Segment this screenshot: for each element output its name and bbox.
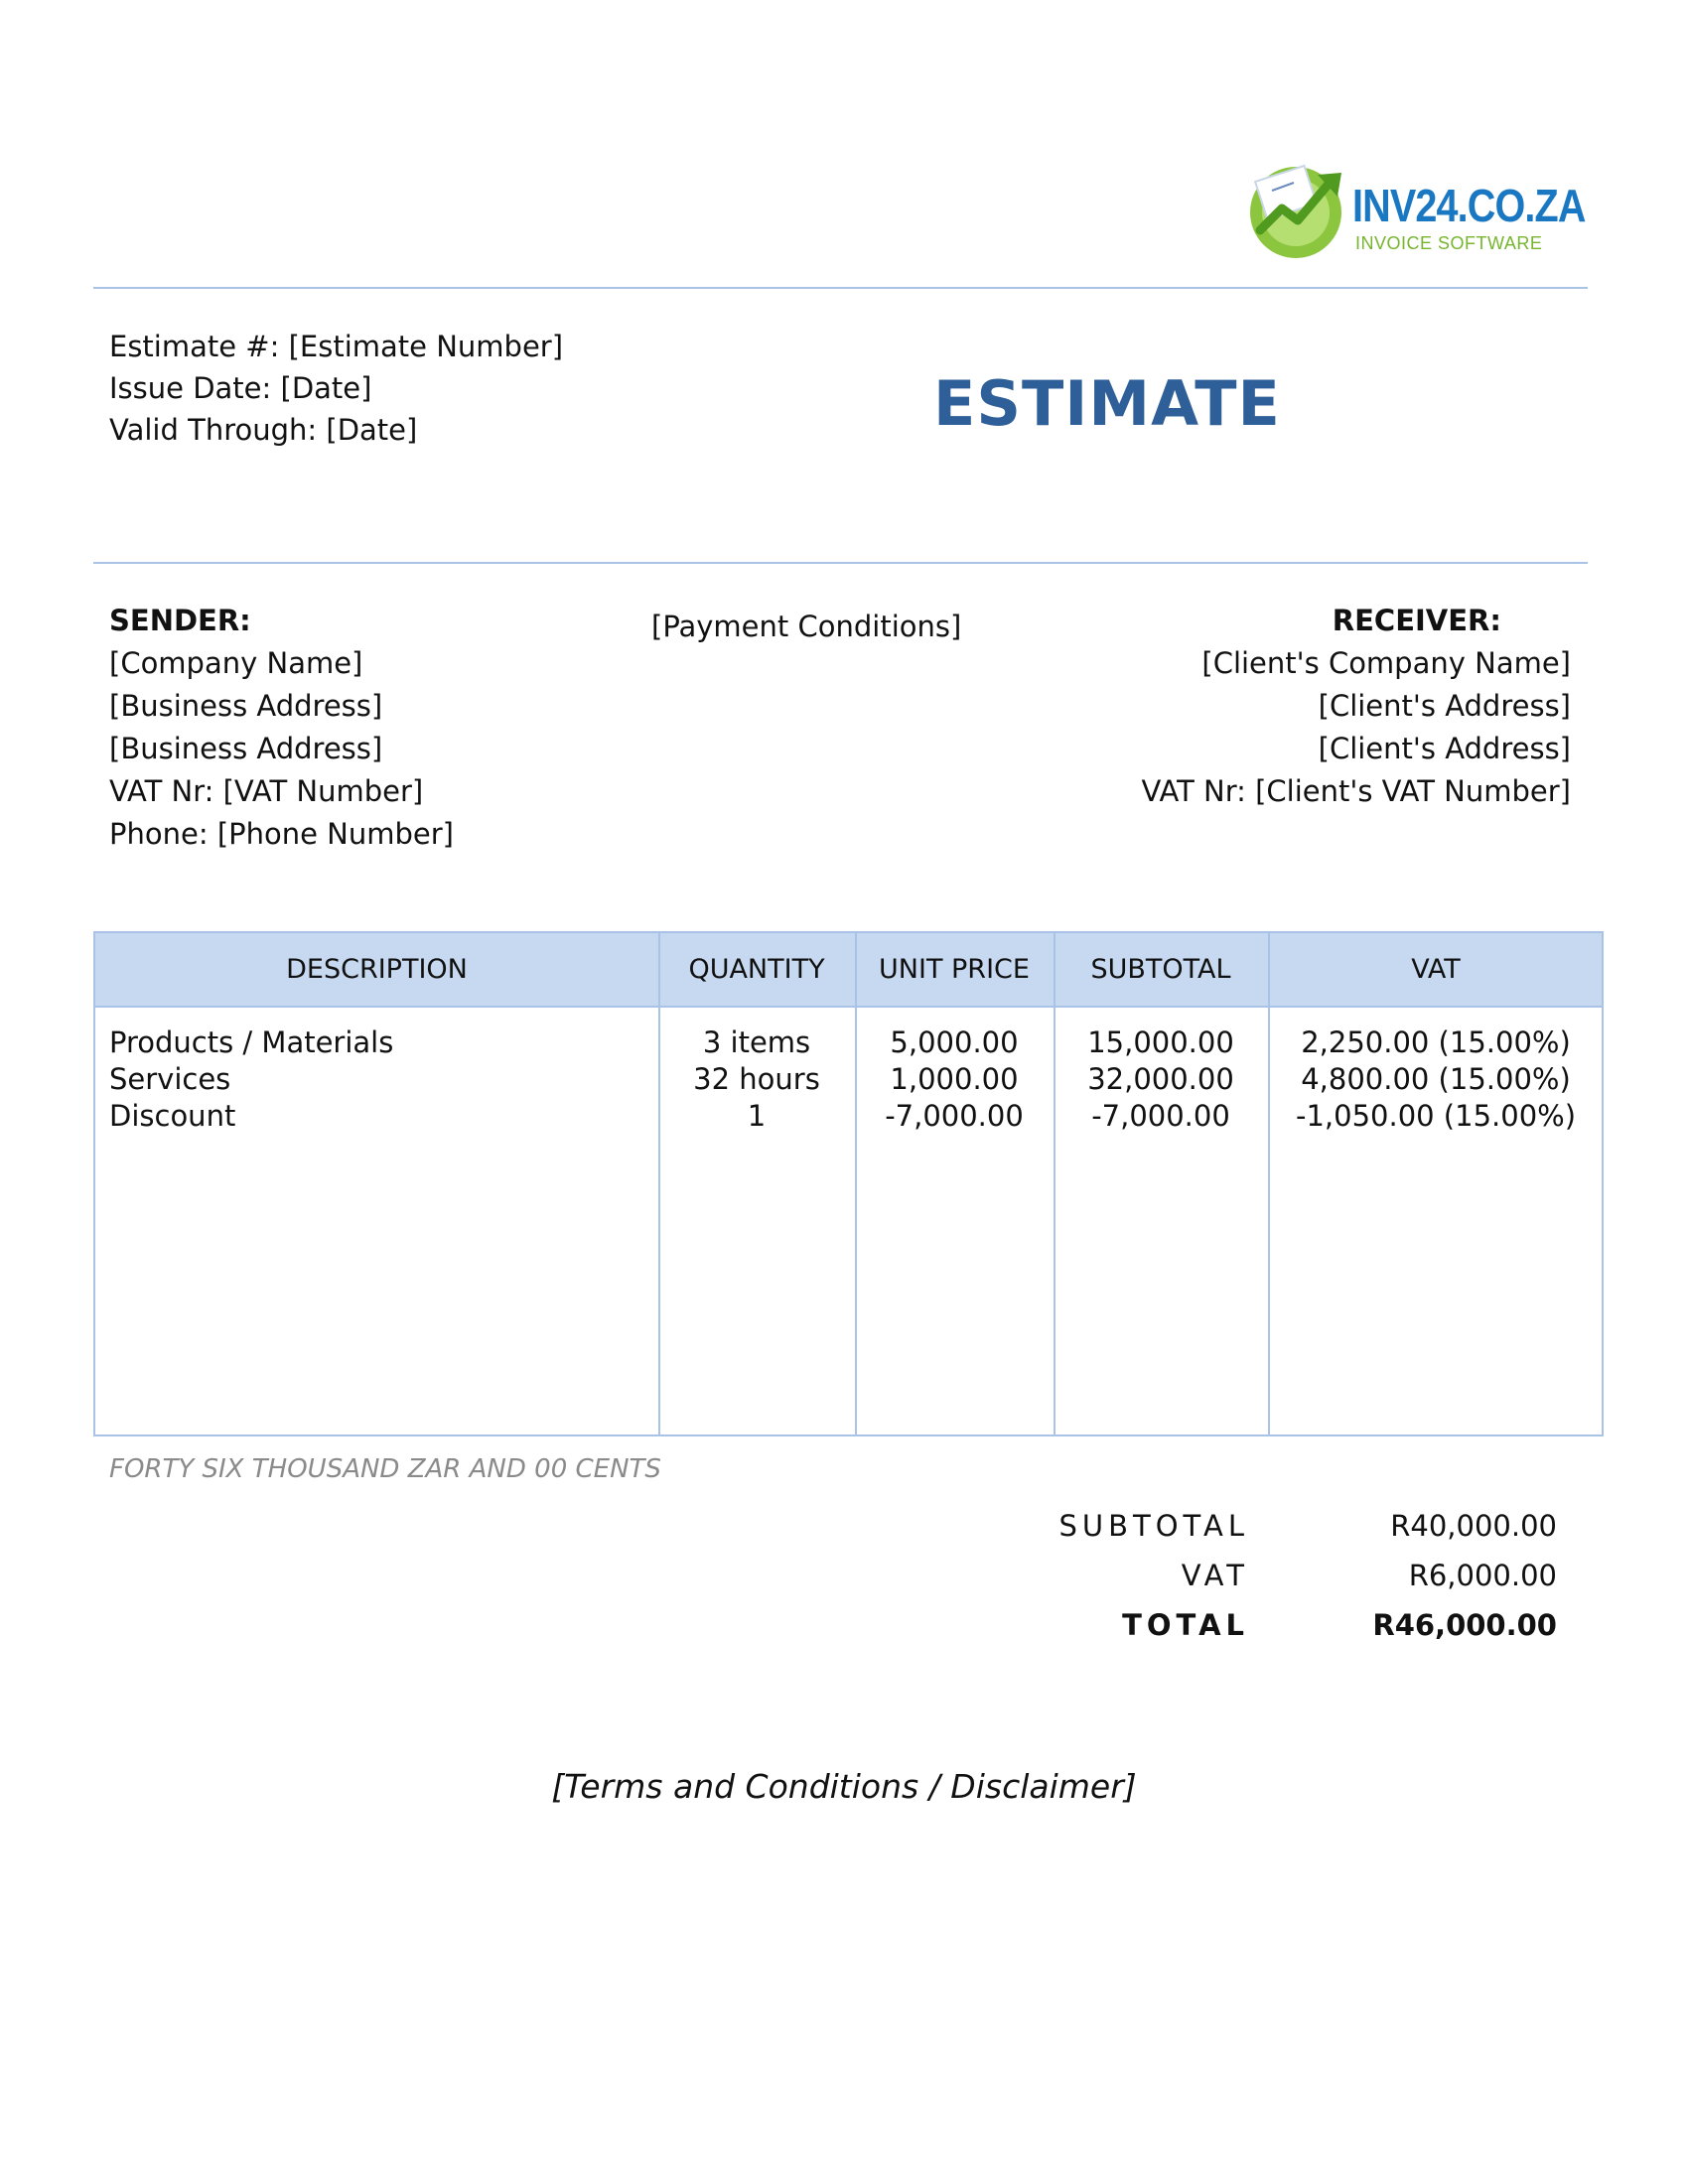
sender-label: SENDER: [109, 604, 251, 637]
vat-label: VAT [1181, 1559, 1249, 1592]
sender-block [109, 600, 454, 856]
table-cell: 3 items [702, 1025, 811, 1059]
table-cell: -7,000.00 [1091, 1099, 1230, 1133]
table-cell: Services [109, 1062, 231, 1096]
logo-icon [1246, 161, 1353, 260]
column-divider [658, 933, 660, 1434]
table-cell: 32 hours [693, 1062, 820, 1096]
valid-through: Valid Through: [Date] [109, 413, 418, 447]
terms-disclaimer: [Terms and Conditions / Disclaimer] [551, 1767, 1137, 1806]
vat-value: R6,000.00 [1408, 1559, 1557, 1592]
header-quantity: QUANTITY [688, 954, 825, 985]
table-cell: 4,800.00 (15.00%) [1301, 1062, 1571, 1096]
header-vat: VAT [1411, 954, 1461, 985]
sender-vat: VAT Nr: [VAT Number] [109, 774, 424, 808]
receiver-address-2: [Client's Address] [1318, 732, 1571, 765]
table-cell: 32,000.00 [1087, 1062, 1234, 1096]
table-cell: 5,000.00 [890, 1025, 1019, 1059]
column-unit-price [855, 1024, 1054, 1135]
table-cell: 2,250.00 (15.00%) [1301, 1025, 1571, 1059]
column-divider [1054, 933, 1055, 1434]
receiver-vat: VAT Nr: [Client's VAT Number] [1141, 774, 1571, 808]
estimate-number: Estimate #: [Estimate Number] [109, 330, 564, 363]
divider [93, 562, 1588, 564]
column-quantity [658, 1024, 855, 1135]
column-divider [855, 933, 857, 1434]
header-subtotal: SUBTOTAL [1090, 954, 1231, 985]
sender-company: [Company Name] [109, 646, 363, 680]
table-cell: Products / Materials [109, 1025, 394, 1059]
issue-date: Issue Date: [Date] [109, 371, 372, 405]
column-divider [1268, 933, 1270, 1434]
payment-conditions: [Payment Conditions] [651, 610, 962, 643]
column-subtotal [1054, 1024, 1268, 1135]
table-cell: Discount [109, 1099, 236, 1133]
receiver-address-1: [Client's Address] [1318, 689, 1571, 723]
total-value: R46,000.00 [1372, 1608, 1557, 1642]
amount-in-words: FORTY SIX THOUSAND ZAR AND 00 CENTS [109, 1454, 661, 1484]
logo-tagline: INVOICE SOFTWARE [1355, 233, 1543, 253]
estimate-meta [109, 326, 563, 451]
sender-address-2: [Business Address] [109, 732, 383, 765]
column-description [109, 1024, 645, 1135]
items-table [93, 931, 1604, 1436]
header-description: DESCRIPTION [286, 954, 468, 985]
divider [93, 287, 1588, 289]
logo-name: INV24.CO.ZA [1352, 180, 1586, 231]
header-unit-price: UNIT PRICE [879, 954, 1030, 985]
sender-phone: Phone: [Phone Number] [109, 817, 454, 851]
sender-address-1: [Business Address] [109, 689, 383, 723]
receiver-label: RECEIVER: [1332, 604, 1501, 637]
table-cell: 1 [747, 1099, 767, 1133]
receiver-company: [Client's Company Name] [1201, 646, 1571, 680]
table-cell: 15,000.00 [1087, 1025, 1234, 1059]
table-cell: -1,050.00 (15.00%) [1295, 1099, 1577, 1133]
table-cell: -7,000.00 [885, 1099, 1024, 1133]
total-label: TOTAL [1122, 1608, 1249, 1642]
column-vat [1268, 1024, 1604, 1135]
receiver-block [1142, 600, 1571, 813]
table-cell: 1,000.00 [890, 1062, 1019, 1096]
subtotal-label: SUBTOTAL [1058, 1509, 1249, 1543]
document-title: ESTIMATE [933, 367, 1281, 440]
subtotal-value: R40,000.00 [1390, 1509, 1557, 1543]
